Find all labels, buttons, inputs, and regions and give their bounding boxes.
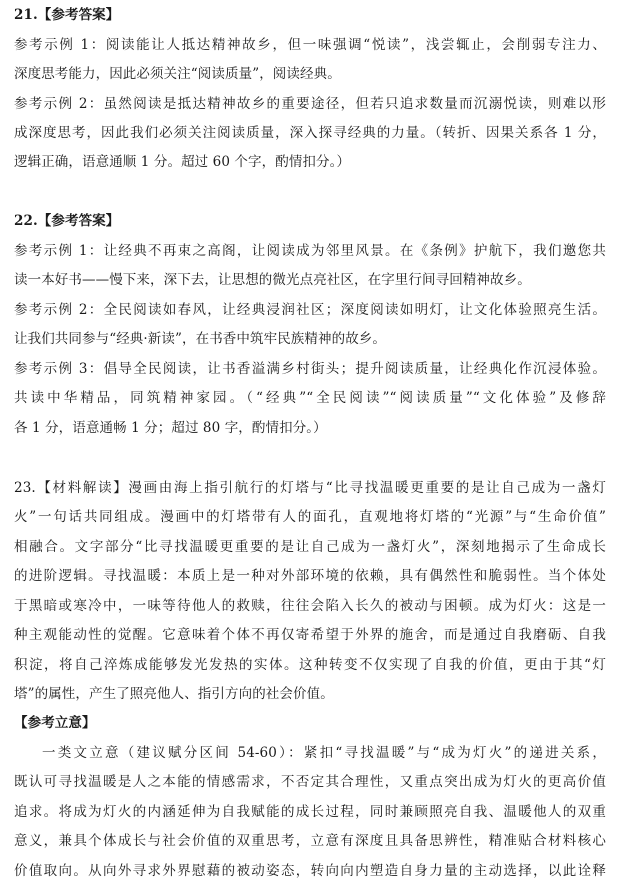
q23-intent-line: 追求。将成为灯火的内涵延伸为自我赋能的成长过程，同时兼顾照亮自我、温暖他人的双重 — [14, 804, 606, 820]
q23-material-line: 种主观能动性的觉醒。它意味着个体不再仅寄希望于外界的施舍，而是通过自我磨砺、自我 — [14, 627, 606, 643]
q23-intent-line: 一类文立意（建议赋分区间 54-60）：紧扣“寻找温暖”与“成为灯火”的递进关系， — [42, 745, 606, 761]
q23-material-line: 相融合。文字部分“比寻找温暖更重要的是让自己成为一盏灯火”，深刻地揭示了生命成长 — [14, 539, 606, 555]
q21-example2-line: 参考示例 2：虽然阅读是抵达精神故乡的重要途径，但若只追求数量而沉溺悦读，则难以形 — [14, 96, 606, 112]
q22-example1-line: 读一本好书——慢下来，深下去，让思想的微光点亮社区，在字里行间寻回精神故乡。 — [14, 272, 531, 288]
q21-example2-line: 成深度思考，因此我们必须关注阅读质量，深入探寻经典的力量。（转折、因果关系各 1 分， — [14, 125, 606, 141]
q23-material-line: 火”一句话共同组成。漫画中的灯塔带有人的面孔，直观地将灯塔的“光源”与“生命价值” — [14, 509, 606, 525]
q22-example2-line: 参考示例 2：全民阅读如春风，让经典浸润社区；深度阅读如明灯，让文化体验照亮生活。 — [14, 302, 606, 318]
q23-material-line: 于黑暗或寒冷中，一味等待他人的救赎，往往会陷入长久的被动与困顿。成为灯火：这是一 — [14, 598, 606, 614]
q23-material-line: 的进阶逻辑。寻找温暖：本质上是一种对外部环境的依赖，具有偶然性和脆弱性。当个体处 — [14, 568, 606, 584]
q23-intent-header: 【参考立意】 — [14, 715, 96, 731]
q22-example3-line: 参考示例 3：倡导全民阅读，让书香溢满乡村街头；提升阅读质量，让经典化作沉浸体验。 — [14, 361, 606, 377]
q21-header: 21.【参考答案】 — [14, 7, 120, 23]
q22-example3-line: 共读中华精品，同筑精神家园。（“经典”“全民阅读”“阅读质量”“文化体验”及修辞 — [14, 390, 606, 406]
q22-example2-line: 让我们共同参与“经典·新读”，在书香中筑牢民族精神的故乡。 — [14, 331, 386, 347]
q23-material-line: 积淀，将自己淬炼成能够发光发热的实体。这种转变不仅实现了自我的价值，更由于其“灯 — [14, 657, 606, 673]
q23-intent-line: 既认可寻找温暖是人之本能的情感需求，不否定其合理性，又重点突出成为灯火的更高价值 — [14, 774, 606, 790]
q22-example3-line: 各 1 分，语意通畅 1 分；超过 80 字，酌情扣分。） — [14, 420, 327, 436]
q22-header: 22.【参考答案】 — [14, 213, 120, 229]
q23-intent-line: 意义，兼具个体成长与社会价值的双重思考，立意有深度且具备思辨性，精准贴合材料核心 — [14, 833, 606, 849]
q22-example1-line: 参考示例 1：让经典不再束之高阁，让阅读成为邻里风景。在《条例》护航下，我们邀您共 — [14, 243, 606, 259]
q21-example2-line: 逻辑正确，语意通顺 1 分。超过 60 个字，酌情扣分。） — [14, 154, 351, 170]
q23-intent-line: 价值取向。从向外寻求外界慰藉的被动姿态，转向向内塑造自身力量的主动选择，以此诠释 — [14, 863, 606, 879]
q23-material-line: 23.【材料解读】漫画由海上指引航行的灯塔与“比寻找温暖更重要的是让自己成为一盏灯 — [14, 480, 606, 496]
q23-material-line: 塔”的属性，产生了照亮他人、指引方向的社会价值。 — [14, 686, 334, 702]
q21-example1-line: 参考示例 1：阅读能让人抵达精神故乡，但一味强调“悦读”，浅尝辄止，会削弱专注力、 — [14, 37, 606, 53]
q21-example1-line: 深度思考能力，因此必须关注“阅读质量”，阅读经典。 — [14, 66, 341, 82]
